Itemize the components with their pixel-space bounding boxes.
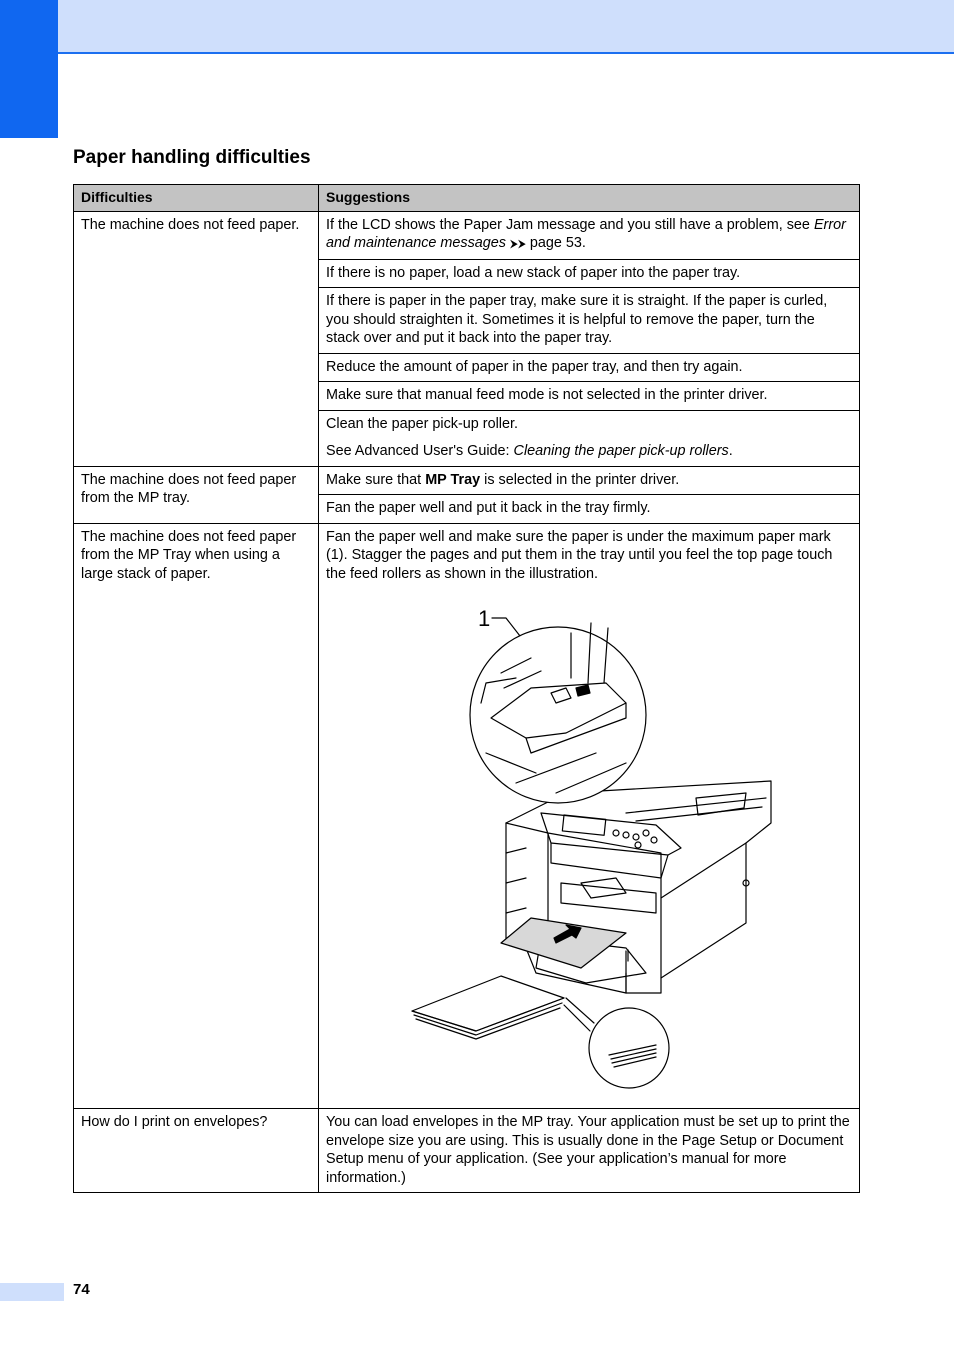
header-difficulties: Difficulties bbox=[74, 185, 319, 212]
mp-tray-illustration bbox=[326, 593, 852, 1103]
suggestion-cell: Reduce the amount of paper in the paper tray, and then try again. bbox=[319, 353, 860, 382]
suggestion-cell: If there is paper in the paper tray, make sure it is straight. If the paper is curled, you should straighten it. Sometimes it is helpful to remove the paper, turn the stack over and put it back into the paper tray. bbox=[319, 288, 860, 354]
double-arrow-icon: ⮞⮞ bbox=[510, 238, 526, 250]
setting-name: MP Tray bbox=[425, 471, 481, 488]
printer-body bbox=[506, 781, 771, 993]
table-row bbox=[74, 211, 860, 259]
paper-edge-detail-circle bbox=[564, 998, 669, 1088]
table-header-row bbox=[74, 185, 860, 212]
section-title: Paper handling difficulties bbox=[73, 147, 311, 168]
suggestion-cell: Fan the paper well and make sure the paper is under the maximum paper mark (1). Stagger the pages and put them in the tray until you feel the top page touch the feed rollers as shown in the illustration. 1 bbox=[319, 523, 860, 1109]
suggestion-cell: You can load envelopes in the MP tray. Your application must be set up to print the envelope size you are using. This is usually done in the Page Setup or Document Setup menu of your application. (See your application’s manual for more information.) bbox=[319, 1109, 860, 1193]
cross-reference: Error and maintenance messages bbox=[326, 216, 846, 251]
header-suggestions: Suggestions bbox=[319, 185, 860, 212]
loose-paper-sheets bbox=[412, 976, 564, 1039]
page-number-bar bbox=[0, 1283, 64, 1301]
difficulty-cell: The machine does not feed paper. bbox=[74, 211, 319, 466]
suggestion-cell: If the LCD shows the Paper Jam message and you still have a problem, see Error and maintenance messages ⮞⮞ page 53. bbox=[319, 211, 860, 259]
suggestion-cell: Make sure that manual feed mode is not selected in the printer driver. bbox=[319, 382, 860, 411]
troubleshooting-table bbox=[73, 184, 860, 1193]
cross-reference: Cleaning the paper pick-up rollers bbox=[513, 443, 729, 459]
difficulty-cell: The machine does not feed paper from the MP Tray when using a large stack of paper. bbox=[74, 523, 319, 1109]
page-number: 74 bbox=[73, 1281, 90, 1298]
suggestion-cell: Clean the paper pick-up roller. See Advanced User's Guide: Cleaning the paper pick-up rollers. bbox=[319, 410, 860, 466]
chapter-tab bbox=[0, 0, 58, 138]
paper-stack bbox=[501, 918, 626, 968]
table-row bbox=[74, 523, 860, 1109]
suggestion-cell: Make sure that MP Tray is selected in the printer driver. bbox=[319, 466, 860, 495]
max-paper-mark-detail-circle bbox=[470, 623, 646, 803]
difficulty-cell: The machine does not feed paper from the MP tray. bbox=[74, 466, 319, 523]
callout-number: 1 bbox=[478, 606, 491, 631]
suggestion-cell: If there is no paper, load a new stack of paper into the paper tray. bbox=[319, 259, 860, 288]
suggestion-cell: Fan the paper well and put it back in the tray firmly. bbox=[319, 495, 860, 524]
table-row bbox=[74, 466, 860, 495]
difficulty-cell: How do I print on envelopes? bbox=[74, 1109, 319, 1193]
header-band bbox=[58, 0, 954, 54]
table-row bbox=[74, 1109, 860, 1193]
